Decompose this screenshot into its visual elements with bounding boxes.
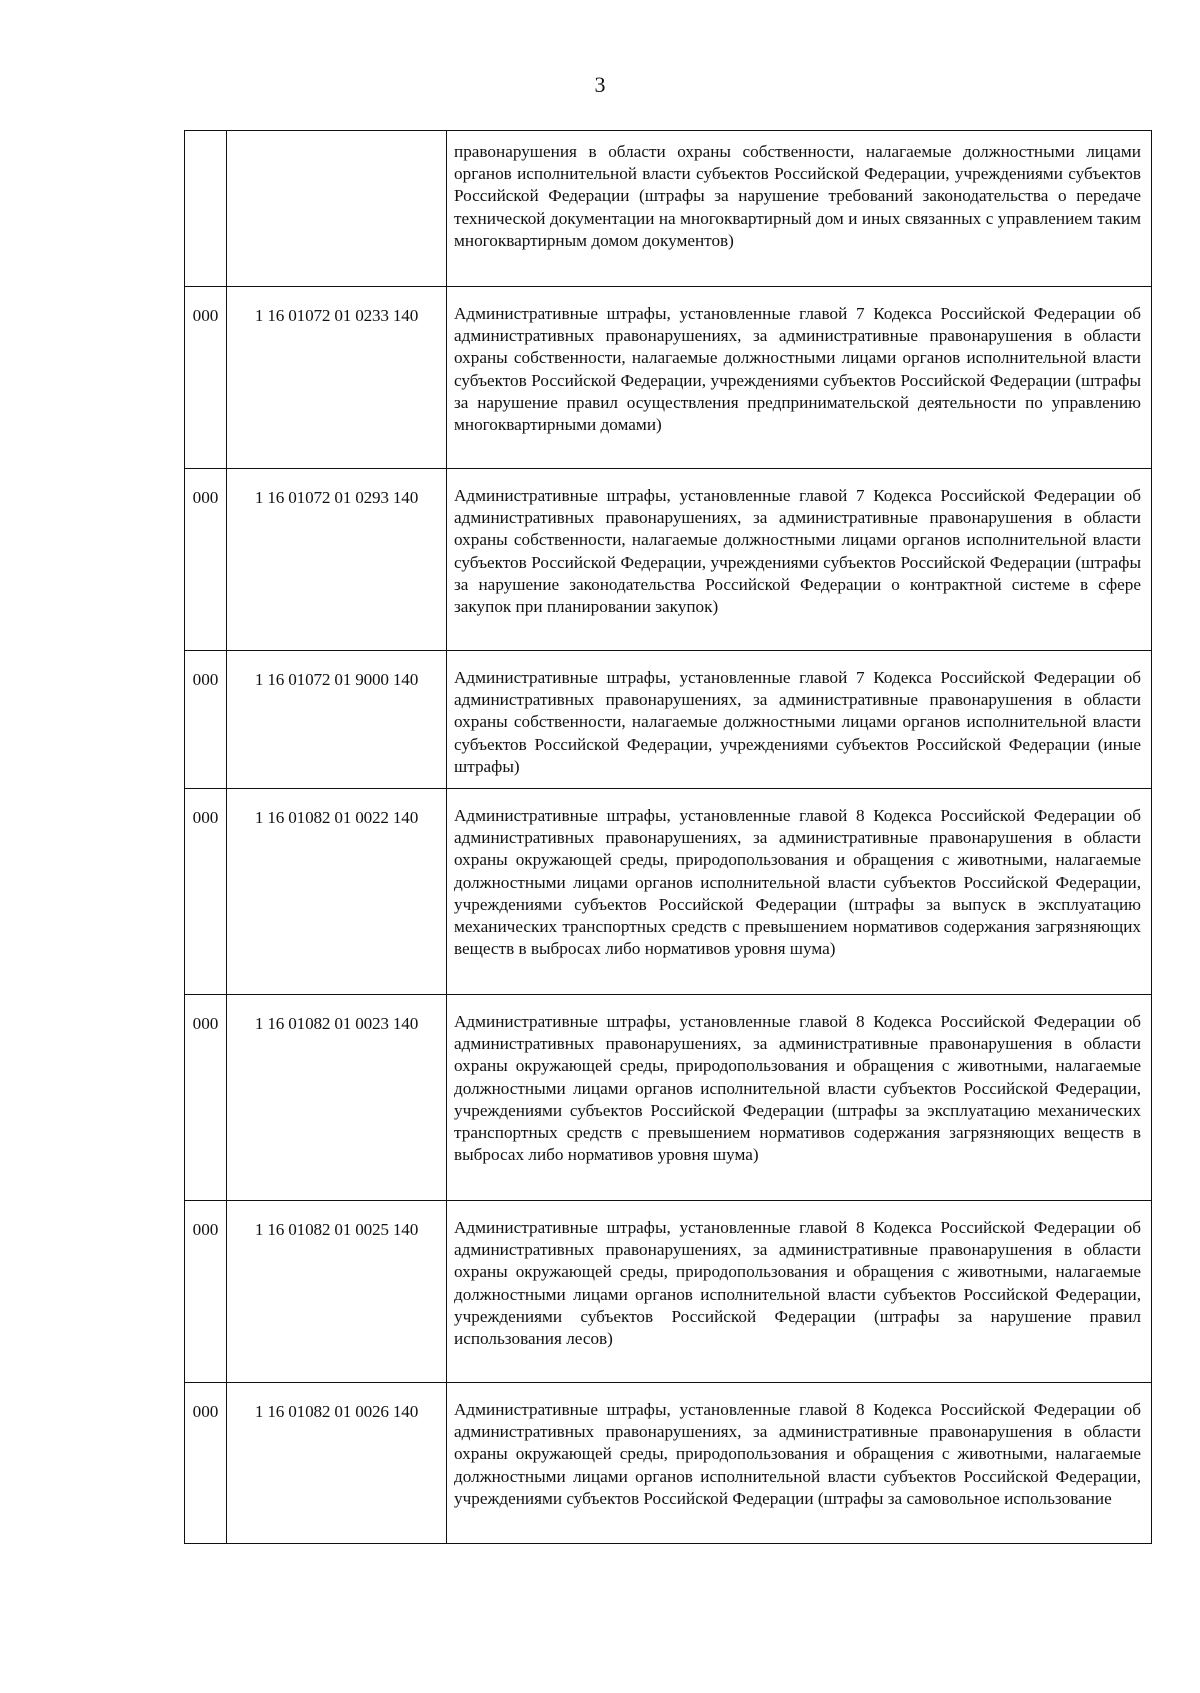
budget-code-cell: 1 16 01072 01 0293 140 [227, 469, 447, 651]
description-cell: Административные штрафы, установленные главой 8 Кодекса Российской Федерации об административных правонарушениях, за административные правонарушения в области охраны окружающей среды, природопользования и обращения с животными, налагаемые должностными лицами органов исполнительной власти субъектов Российской Федерации, учреждениями субъектов Российской Федерации (штрафы за нарушение правил использования лесов) [447, 1201, 1152, 1383]
table-row [185, 1383, 1152, 1544]
admin-code-cell: 000 [185, 1383, 227, 1544]
admin-code-cell: 000 [185, 1201, 227, 1383]
admin-code-cell [185, 131, 227, 287]
table-row [185, 1201, 1152, 1383]
budget-code-cell: 1 16 01082 01 0022 140 [227, 789, 447, 995]
admin-code-cell: 000 [185, 287, 227, 469]
budget-codes-table [184, 130, 1152, 1544]
budget-code-cell: 1 16 01082 01 0025 140 [227, 1201, 447, 1383]
table-row [185, 469, 1152, 651]
table-row [185, 131, 1152, 287]
page-number: 3 [594, 72, 606, 97]
budget-code-cell: 1 16 01072 01 0233 140 [227, 287, 447, 469]
description-cell: Административные штрафы, установленные главой 7 Кодекса Российской Федерации об административных правонарушениях, за административные правонарушения в области охраны собственности, налагаемые должностными лицами органов исполнительной власти субъектов Российской Федерации, учреждениями субъектов Российской Федерации (штрафы за нарушение законодательства Российской Федерации о контрактной системе в сфере закупок при планировании закупок) [447, 469, 1152, 651]
admin-code-cell: 000 [185, 651, 227, 789]
table-row [185, 789, 1152, 995]
table-row [185, 287, 1152, 469]
budget-code-cell [227, 131, 447, 287]
admin-code-cell: 000 [185, 995, 227, 1201]
budget-code-cell: 1 16 01082 01 0026 140 [227, 1383, 447, 1544]
budget-code-cell: 1 16 01072 01 9000 140 [227, 651, 447, 789]
description-cell: правонарушения в области охраны собственности, налагаемые должностными лицами органов исполнительной власти субъектов Российской Федерации, учреждениями субъектов Российской Федерации (штрафы за нарушение требований законодательства о передаче технической документации на многоквартирный дом и иных связанных с управлением таким многоквартирным домом документов) [447, 131, 1152, 287]
description-cell: Административные штрафы, установленные главой 8 Кодекса Российской Федерации об административных правонарушениях, за административные правонарушения в области охраны окружающей среды, природопользования и обращения с животными, налагаемые должностными лицами органов исполнительной власти субъектов Российской Федерации, учреждениями субъектов Российской Федерации (штрафы за самовольное использование [447, 1383, 1152, 1544]
description-cell: Административные штрафы, установленные главой 7 Кодекса Российской Федерации об административных правонарушениях, за административные правонарушения в области охраны собственности, налагаемые должностными лицами органов исполнительной власти субъектов Российской Федерации, учреждениями субъектов Российской Федерации (иные штрафы) [447, 651, 1152, 789]
admin-code-cell: 000 [185, 469, 227, 651]
table-row [185, 651, 1152, 789]
admin-code-cell: 000 [185, 789, 227, 995]
description-cell: Административные штрафы, установленные главой 8 Кодекса Российской Федерации об административных правонарушениях, за административные правонарушения в области охраны окружающей среды, природопользования и обращения с животными, налагаемые должностными лицами органов исполнительной власти субъектов Российской Федерации, учреждениями субъектов Российской Федерации (штрафы за эксплуатацию механических транспортных средств с превышением нормативов содержания загрязняющих веществ в выбросах либо нормативов уровня шума) [447, 995, 1152, 1201]
budget-code-cell: 1 16 01082 01 0023 140 [227, 995, 447, 1201]
table-row [185, 995, 1152, 1201]
description-cell: Административные штрафы, установленные главой 7 Кодекса Российской Федерации об административных правонарушениях, за административные правонарушения в области охраны собственности, налагаемые должностными лицами органов исполнительной власти субъектов Российской Федерации, учреждениями субъектов Российской Федерации (штрафы за нарушение правил осуществления предпринимательской деятельности по управлению многоквартирными домами) [447, 287, 1152, 469]
description-cell: Административные штрафы, установленные главой 8 Кодекса Российской Федерации об административных правонарушениях, за административные правонарушения в области охраны окружающей среды, природопользования и обращения с животными, налагаемые должностными лицами органов исполнительной власти субъектов Российской Федерации, учреждениями субъектов Российской Федерации (штрафы за выпуск в эксплуатацию механических транспортных средств с превышением нормативов содержания загрязняющих веществ в выбросах либо нормативов уровня шума) [447, 789, 1152, 995]
